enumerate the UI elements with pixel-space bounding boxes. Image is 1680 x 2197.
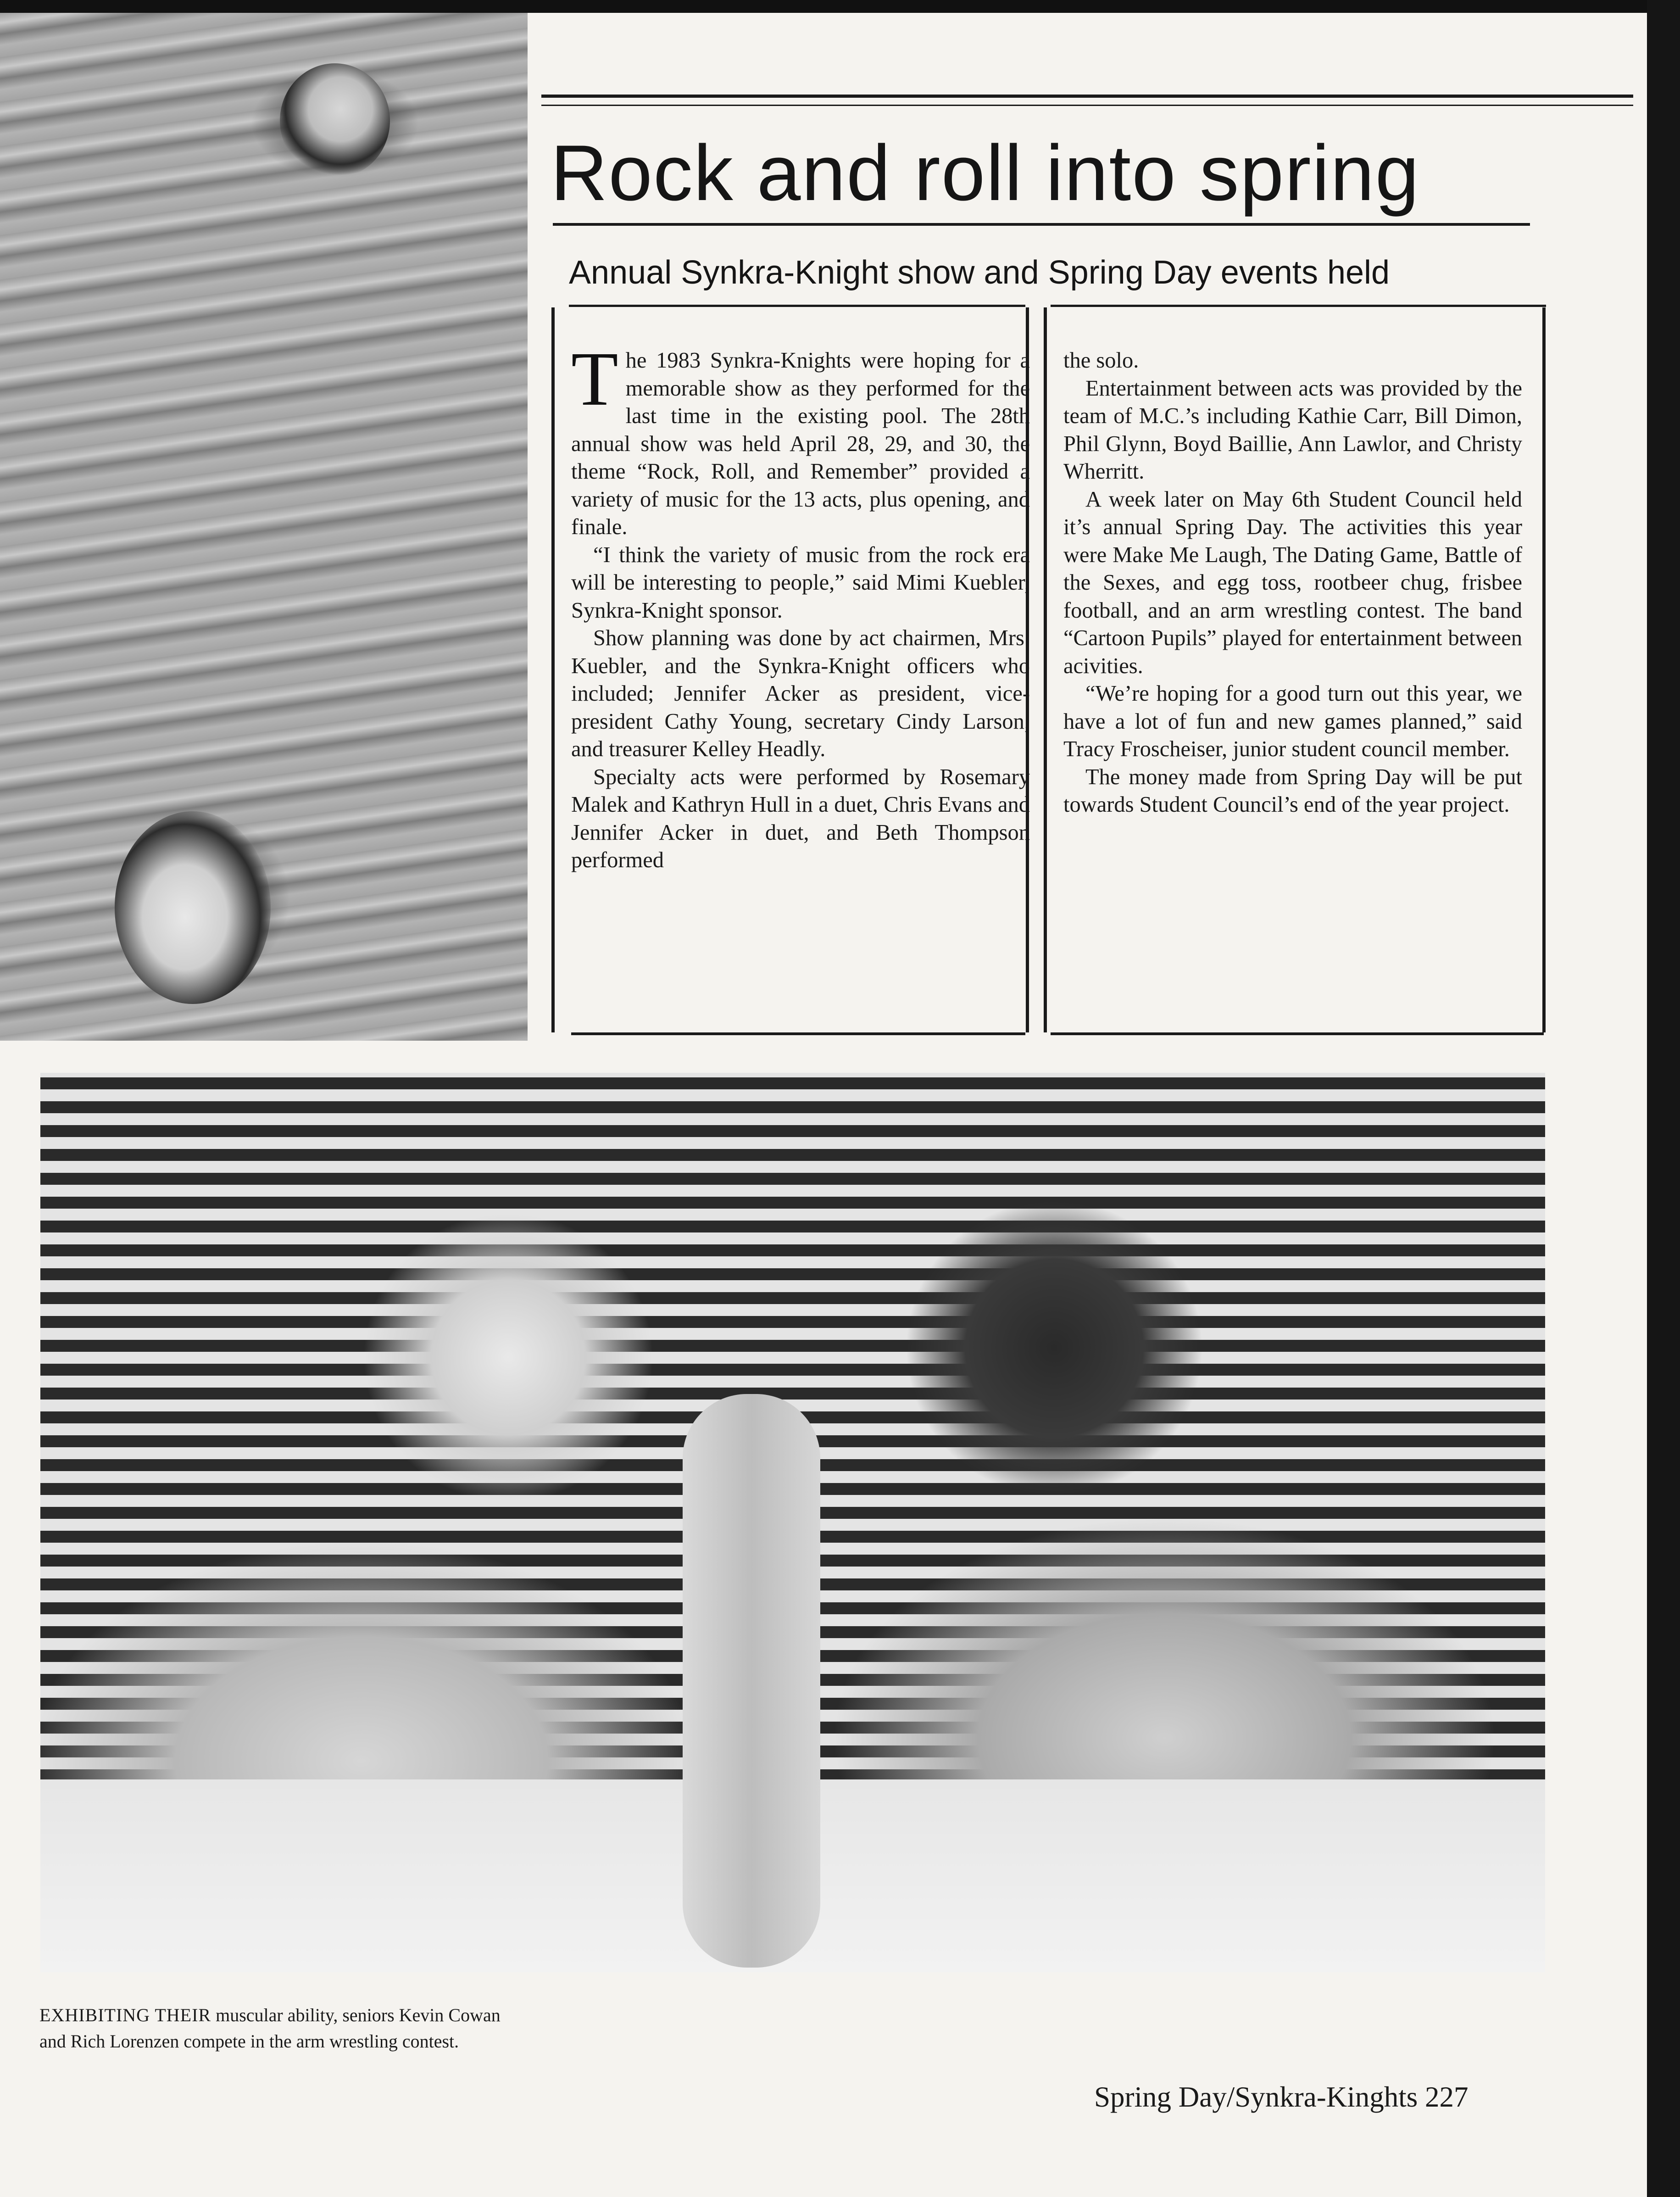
subhead-rule-left bbox=[569, 305, 1025, 307]
article-paragraph: A week later on May 6th Student Council held it’s annual Spring Day. The activities this year were Make Me Laugh, The Dating Game, Battle of the Sexes, and egg toss, rootbeer chug, frisbee football, and an arm wrestling contest. The band “Cartoon Pupils” played for entertainment between acivities. bbox=[1063, 487, 1522, 678]
article-column-2 bbox=[1063, 347, 1522, 819]
headline-top-rule bbox=[541, 95, 1633, 98]
headline-top-rule-thin bbox=[541, 105, 1633, 106]
subheadline: Annual Synkra-Knight show and Spring Day events held bbox=[569, 254, 1390, 291]
arm-wrestling-photo bbox=[40, 1073, 1545, 1972]
subhead-rule-right bbox=[1051, 305, 1546, 307]
article-paragraph: the solo. bbox=[1063, 348, 1139, 373]
column-divider-right bbox=[1542, 307, 1546, 1032]
headline: Rock and roll into spring bbox=[551, 129, 1420, 217]
clasped-arms bbox=[683, 1394, 820, 1968]
article-paragraph: “We’re hoping for a good turn out this year, we have a lot of fun and new games planned,” said Tracy Froscheiser, junior student council member. bbox=[1063, 681, 1522, 761]
article-paragraph: Entertainment between acts was provided by the team of M.C.’s including Kathie Carr, Bill Dimon, Phil Glynn, Boyd Baillie, Ann Lawlor, and Christy Wherritt. bbox=[1063, 376, 1522, 484]
column-bottom-rule-left bbox=[571, 1032, 1025, 1035]
article-paragraph: Specialty acts were performed by Rosemary Malek and Kathryn Hull in a duet, Chris Evans and Jennifer Acker in duet, and Beth Thompson performed bbox=[571, 764, 1030, 872]
headline-bottom-rule bbox=[553, 223, 1530, 226]
column-divider-left bbox=[551, 307, 555, 1032]
photo-caption bbox=[39, 2002, 507, 2054]
drop-cap: T bbox=[571, 336, 618, 422]
article-paragraph: “I think the variety of music from the rock era will be interesting to people,” said Mimi Kuebler, Synkra-Knight sponsor. bbox=[571, 542, 1030, 623]
yearbook-page bbox=[0, 13, 1647, 2197]
article-column-1 bbox=[571, 336, 1030, 875]
caption-text: muscular ability, seniors Kevin Cowan and Rich Lorenzen compete in the arm wrestling contest. bbox=[39, 2005, 501, 2052]
article-paragraph: The 1983 Synkra-Knights were hoping for a memorable show as they performed for the last time in the existing pool. The 28th annual show was held April 28, 29, and 30, the theme “Rock, Roll, and Remember” provided a variety of music for the 13 acts, plus opening, and finale. bbox=[571, 336, 1030, 539]
article-paragraph: Show planning was done by act chairmen, Mrs. Kuebler, and the Synkra-Knight officers who included; Jennifer Acker as president, vice-president Cathy Young, secretary Cindy Larson, and treasurer Kelley Headly. bbox=[571, 626, 1030, 761]
column-divider-center-b bbox=[1044, 307, 1047, 1032]
swimmer-figure bbox=[115, 811, 271, 1004]
column-bottom-rule-right bbox=[1051, 1032, 1544, 1035]
page-folio: Spring Day/Synkra-Kinghts 227 bbox=[1094, 2081, 1469, 2113]
page-edge-shadow bbox=[1647, 0, 1680, 2197]
caption-lead: EXHIBITING THEIR bbox=[39, 2005, 211, 2025]
swimmers-photo bbox=[0, 13, 528, 1041]
swimmer-figure bbox=[280, 63, 390, 178]
article-paragraph: The money made from Spring Day will be put towards Student Council’s end of the year project. bbox=[1063, 764, 1522, 817]
